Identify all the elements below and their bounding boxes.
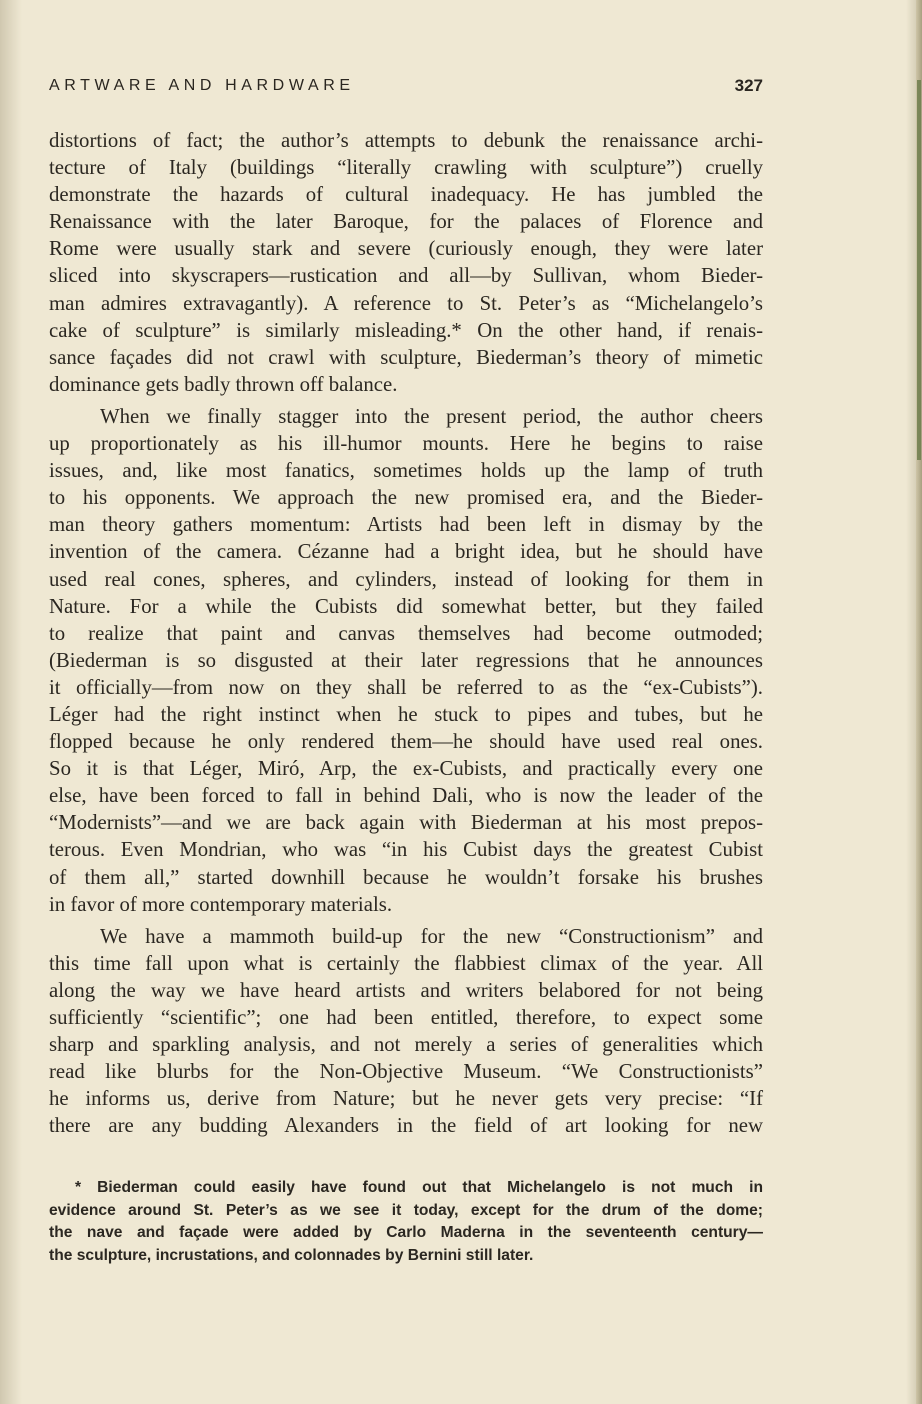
text-line: terous. Even Mondrian, who was “in his Cubist days the greatest Cubist	[49, 838, 763, 862]
text-line: read like blurbs for the Non-Objective Museum. “We Constructionists”	[49, 1060, 763, 1084]
text-line: tecture of Italy (buildings “literally crawling with sculpture”) cruelly	[49, 156, 763, 180]
text-line: issues, and, like most fanatics, sometimes holds up the lamp of truth	[49, 459, 763, 483]
page-header	[49, 73, 763, 103]
text-line: So it is that Léger, Miró, Arp, the ex-Cubists, and practically every one	[49, 757, 763, 781]
text-line: it officially—from now on they shall be referred to as the “ex-Cubists”).	[49, 675, 763, 699]
footnote	[49, 1177, 763, 1267]
footnote-line: the nave and façade were added by Carlo Maderna in the seventeenth century—	[49, 1224, 763, 1242]
footnote-line: * Biederman could easily have found out that Michelangelo is not much in	[75, 1179, 763, 1196]
text-line: in favor of more contemporary materials.	[49, 892, 393, 916]
paragraph-1	[49, 127, 763, 398]
page-number: 327	[734, 76, 763, 95]
text-line: demonstrate the hazards of cultural inadequacy. He has jumbled the	[49, 183, 763, 207]
text-line: sufficiently “scientific”; one had been entitled, therefore, to expect some	[49, 1006, 763, 1029]
text-line: Nature. For a while the Cubists did somewhat better, but they failed	[49, 594, 763, 618]
text-line: “Modernists”—and we are back again with Biederman at his most prepos-	[49, 811, 763, 835]
footnote-line: the sculpture, incrustations, and colonnades by Bernini still later.	[49, 1246, 534, 1264]
text-line: flopped because he only rendered them—he should have used real ones.	[49, 730, 763, 754]
text-line: dominance gets badly thrown off balance.	[49, 372, 398, 396]
text-line: to his opponents. We approach the new promised era, and the Bieder-	[49, 486, 763, 510]
text-line: up proportionately as his ill-humor mounts. Here he begins to raise	[49, 432, 763, 456]
text-line: man theory gathers momentum: Artists had been left in dismay by the	[49, 513, 763, 537]
body-text	[49, 127, 763, 1139]
text-line: he informs us, derive from Nature; but he never gets very precise: “If	[49, 1087, 763, 1111]
text-line: sance façades did not crawl with sculpture, Biederman’s theory of mimetic	[49, 345, 763, 369]
running-head: ARTWARE AND HARDWARE	[49, 77, 355, 94]
text-line: sharp and sparkling analysis, and not merely a series of generalities which	[49, 1033, 763, 1057]
text-line: Léger had the right instinct when he stuck to pipes and tubes, but he	[49, 702, 763, 726]
footnote-line: evidence around St. Peter’s as we see it today, except for the drum of the dome;	[49, 1201, 763, 1219]
text-line: (Biederman is so disgusted at their later regressions that he announces	[49, 648, 763, 672]
text-line: of them all,” started downhill because he wouldn’t forsake his brushes	[49, 865, 763, 889]
paragraph-2	[49, 403, 763, 918]
text-line: We have a mammoth build-up for the new “Constructionism” and	[100, 924, 763, 948]
text-line: When we finally stagger into the present period, the author cheers	[100, 404, 763, 428]
text-line: Rome were usually stark and severe (curiously enough, they were later	[49, 237, 763, 261]
text-line: used real cones, spheres, and cylinders, instead of looking for them in	[49, 567, 763, 591]
text-line: man admires extravagantly). A reference to St. Peter’s as “Michelangelo’s	[49, 291, 763, 315]
text-line: this time fall upon what is certainly the flabbiest climax of the year. All	[49, 951, 763, 975]
text-line: cake of sculpture” is similarly misleading.* On the other hand, if renais-	[49, 318, 763, 342]
paragraph-3	[49, 923, 763, 1140]
text-line: invention of the camera. Cézanne had a bright idea, but he should have	[49, 540, 763, 564]
text-line: sliced into skyscrapers—rustication and all—by Sullivan, whom Bieder-	[49, 264, 763, 288]
text-line: else, have been forced to fall in behind Dali, who is now the leader of the	[49, 784, 763, 808]
text-line: along the way we have heard artists and writers belabored for not being	[49, 978, 763, 1002]
page-edge-marker	[917, 80, 921, 460]
text-line: Renaissance with the later Baroque, for the palaces of Florence and	[49, 210, 763, 234]
text-line: distortions of fact; the author’s attempts to debunk the renaissance archi-	[49, 129, 763, 152]
text-line: to realize that paint and canvas themselves had become outmoded;	[49, 621, 763, 645]
text-line: there are any budding Alexanders in the field of art looking for new	[49, 1114, 763, 1138]
